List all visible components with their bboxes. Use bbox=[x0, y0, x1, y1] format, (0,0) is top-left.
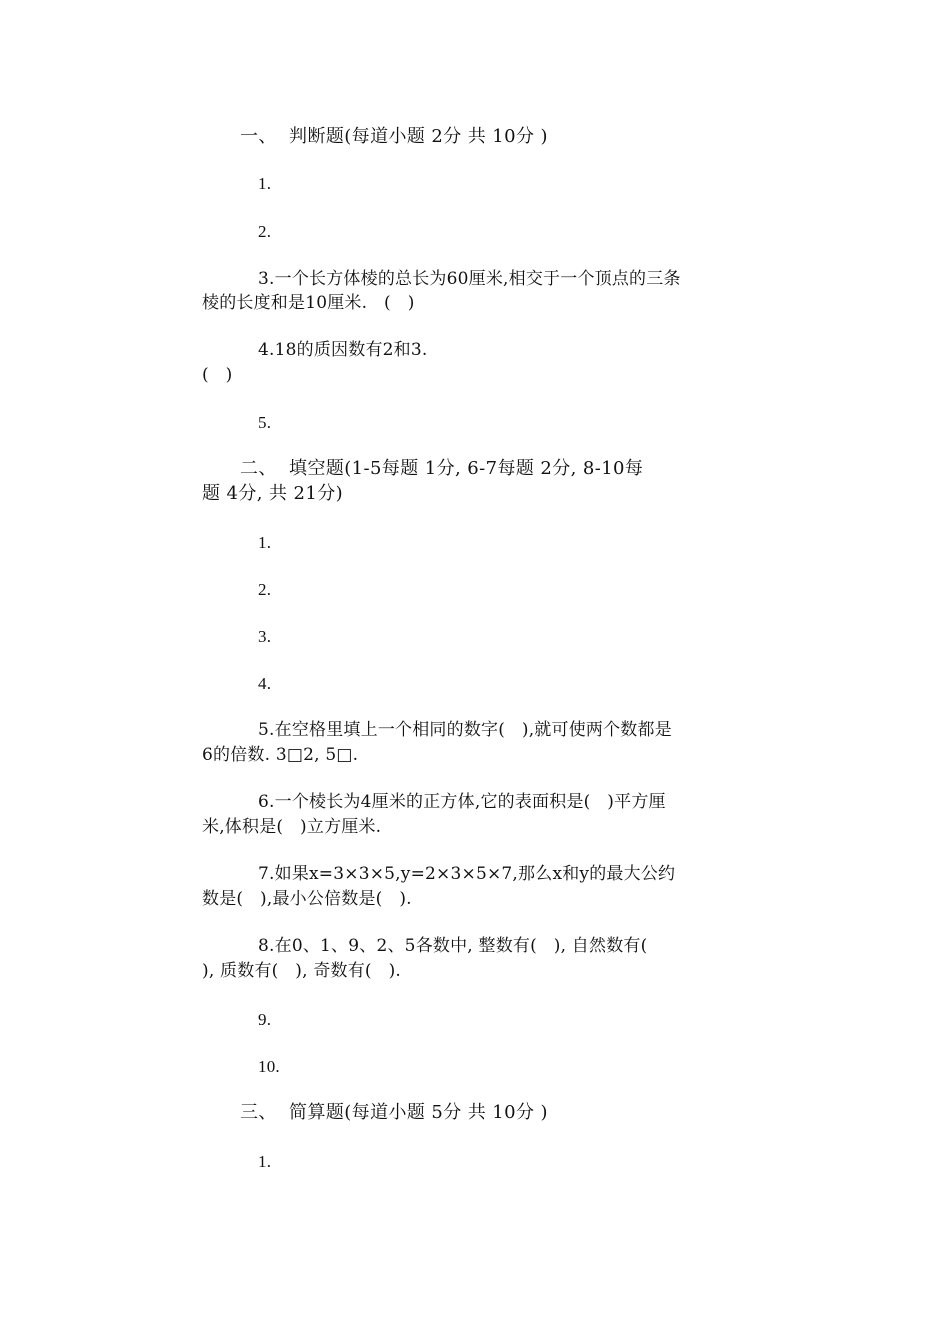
section1-q4-line2: ( ) bbox=[202, 365, 233, 385]
section2-q7-line1: 7.如果x=3×3×5,y=2×3×5×7,那么x和y的最大公约 bbox=[258, 864, 676, 884]
section2-q7-line2: 数是( ),最小公倍数是( ). bbox=[202, 889, 412, 909]
section2-q9: 9. bbox=[258, 1010, 272, 1029]
section1-q5: 5. bbox=[258, 413, 272, 432]
section2-heading-line1: 二、 填空题(1-5每题 1分, 6-7每题 2分, 8-10每 bbox=[240, 458, 644, 479]
section1-q3-line1: 3.一个长方体棱的总长为60厘米,相交于一个顶点的三条 bbox=[258, 269, 681, 289]
section2-q1: 1. bbox=[258, 533, 272, 552]
section1-q1: 1. bbox=[258, 174, 272, 193]
section2-q6-line1: 6.一个棱长为4厘米的正方体,它的表面积是( )平方厘 bbox=[258, 792, 666, 812]
section1-q3-line2: 棱的长度和是10厘米. ( ) bbox=[202, 293, 415, 313]
section3-q1: 1. bbox=[258, 1152, 272, 1171]
section2-q6-line2: 米,体积是( )立方厘米. bbox=[202, 817, 382, 837]
section2-q3: 3. bbox=[258, 627, 272, 646]
section2-q8-line2: ), 质数有( ), 奇数有( ). bbox=[202, 961, 402, 981]
section1-heading: 一、 判断题(每道小题 2分 共 10分 ) bbox=[240, 126, 548, 147]
section1-q4-line1: 4.18的质因数有2和3. bbox=[258, 340, 428, 360]
section2-q10: 10. bbox=[258, 1057, 280, 1076]
section2-q8-line1: 8.在0、1、9、2、5各数中, 整数有( ), 自然数有( bbox=[258, 936, 648, 956]
section2-q2: 2. bbox=[258, 580, 272, 599]
section2-q5-line1: 5.在空格里填上一个相同的数字( ),就可使两个数都是 bbox=[258, 720, 672, 740]
section1-q2: 2. bbox=[258, 222, 272, 241]
section3-heading: 三、 简算题(每道小题 5分 共 10分 ) bbox=[240, 1102, 548, 1123]
section2-heading-line2: 题 4分, 共 21分) bbox=[202, 483, 344, 504]
section2-q5-line2: 6的倍数. 3□2, 5□. bbox=[202, 745, 359, 765]
section2-q4: 4. bbox=[258, 674, 272, 693]
